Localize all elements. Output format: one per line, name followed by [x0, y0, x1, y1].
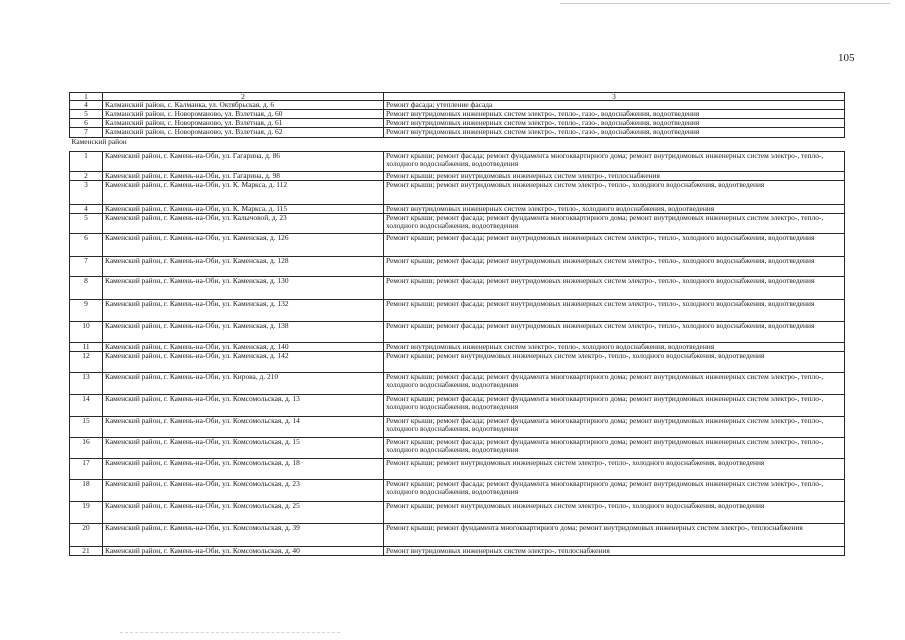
works-cell: Ремонт крыши; ремонт фасада; ремонт внутридомовых инженерных систем электро-, тепло-, холодного водоснабжения, водоотведения	[384, 234, 845, 257]
address-cell: Каменский район, г. Камень-на-Оби, ул. Кирова, д. 210	[103, 373, 384, 395]
row-number-cell: 4	[70, 205, 103, 214]
row-number-cell: 5	[70, 110, 103, 119]
address-cell: Каменский район, г. Камень-на-Оби, ул. Комсомольская, д. 39	[103, 524, 384, 547]
table-row	[70, 352, 845, 373]
row-number-cell: 5	[70, 214, 103, 234]
works-cell: Ремонт крыши; ремонт фундамента многоквартирного дома; ремонт внутридомовых инженерных систем электро-, теплоснабжения	[384, 524, 845, 547]
works-table	[69, 92, 845, 556]
address-cell: Каменский район, г. Камень-на-Оби, ул. Комсомольская, д. 18	[103, 459, 384, 480]
works-cell: Ремонт крыши; ремонт фасада; ремонт внутридомовых инженерных систем электро-, тепло-, холодного водоснабжения, водоотведения	[384, 322, 845, 343]
address-cell: Каменский район, г. Камень-на-Оби, ул. Каменская, д. 126	[103, 234, 384, 257]
row-number-cell: 17	[70, 459, 103, 480]
works-cell: Ремонт внутридомовых инженерных систем электро-, тепло-, холодного водоснабжения, водоотведения	[384, 343, 845, 352]
address-cell: Калманский район, с. Калманка, ул. Октябрьская, д. 6	[103, 101, 384, 110]
scan-artifact-bottom-line	[120, 632, 340, 633]
works-cell: Ремонт внутридомовых инженерных систем электро-, теплоснабжения	[384, 547, 845, 556]
address-cell: Калманский район, с. Новоромановo, ул. Взлетная, д. 62	[103, 128, 384, 138]
row-number-cell: 3	[70, 181, 103, 205]
table-row	[70, 257, 845, 277]
works-cell: Ремонт внутридомовых инженерных систем электро-, тепло-, газо-, водоснабжения, водоотведения	[384, 110, 845, 119]
address-cell: Каменский район, г. Камень-на-Оби, ул. Комсомольская, д. 40	[103, 547, 384, 556]
row-number-cell: 7	[70, 128, 103, 138]
table-row	[70, 172, 845, 181]
row-number-cell: 4	[70, 101, 103, 110]
address-cell: Каменский район, г. Камень-на-Оби, ул. К. Маркса, д. 115	[103, 205, 384, 214]
works-cell: Ремонт внутридомовых инженерных систем электро-, тепло-, газо-, водоснабжения, водоотведения	[384, 128, 845, 138]
row-number-cell: 16	[70, 438, 103, 459]
row-number-cell: 9	[70, 300, 103, 322]
section-heading-kamen-district: Каменский район	[70, 138, 845, 152]
row-number-cell: 15	[70, 417, 103, 438]
row-number-cell: 2	[70, 172, 103, 181]
works-cell: Ремонт внутридомовых инженерных систем электро-, тепло-, холодного водоснабжения, водоотведения	[384, 205, 845, 214]
table-row	[70, 480, 845, 502]
works-cell: Ремонт крыши; ремонт внутридомовых инженерных систем электро-, тепло-, холодного водоснабжения, водоотведения	[384, 502, 845, 524]
works-cell: Ремонт крыши; ремонт фасада; ремонт фундамента многоквартирного дома; ремонт внутридомовых инженерных систем электро-, тепло-, холодного водоснабжения, водоотведения	[384, 438, 845, 459]
address-cell: Каменский район, г. Камень-на-Оби, ул. Комсомольская, д. 25	[103, 502, 384, 524]
table-row	[70, 205, 845, 214]
table-row	[70, 373, 845, 395]
row-number-cell: 18	[70, 480, 103, 502]
works-cell: Ремонт крыши; ремонт внутридомовых инженерных систем электро-, теплоснабжения	[384, 172, 845, 181]
address-cell: Каменский район, г. Камень-на-Оби, ул. К. Маркса, д. 112	[103, 181, 384, 205]
address-cell: Каменский район, г. Камень-на-Оби, ул. Комсомольская, д. 15	[103, 438, 384, 459]
table-row	[70, 277, 845, 300]
row-number-cell: 6	[70, 234, 103, 257]
address-cell: Каменский район, г. Камень-на-Оби, ул. Комсомольская, д. 23	[103, 480, 384, 502]
table-row	[70, 152, 845, 172]
section-row	[70, 138, 845, 152]
works-cell: Ремонт крыши; ремонт фасада; ремонт фундамента многоквартирного дома; ремонт внутридомовых инженерных систем электро-, тепло-, холодного водоснабжения, водоотведения	[384, 480, 845, 502]
scan-artifact-top-line	[560, 3, 890, 4]
row-number-cell: 19	[70, 502, 103, 524]
row-number-cell: 11	[70, 343, 103, 352]
works-cell: Ремонт крыши; ремонт фасада; ремонт фундамента многоквартирного дома; ремонт внутридомовых инженерных систем электро-, тепло-, холодного водоснабжения, водоотведения	[384, 152, 845, 172]
works-cell: Ремонт крыши; ремонт внутридомовых инженерных систем электро-, тепло-, холодного водоснабжения, водоотведения	[384, 352, 845, 373]
table-row	[70, 395, 845, 417]
works-table-body	[70, 93, 845, 556]
table-row	[70, 181, 845, 205]
table-row	[70, 438, 845, 459]
table-row	[70, 214, 845, 234]
table-row	[70, 234, 845, 257]
works-cell: Ремонт крыши; ремонт внутридомовых инженерных систем электро-, тепло-, холодного водоснабжения, водоотведения	[384, 181, 845, 205]
address-cell: Каменский район, г. Камень-на-Оби, ул. Каменская, д. 132	[103, 300, 384, 322]
row-number-cell: 1	[70, 152, 103, 172]
table-row	[70, 101, 845, 110]
works-cell: Ремонт фасада; утепление фасада	[384, 101, 845, 110]
works-cell: Ремонт крыши; ремонт фасада; ремонт фундамента многоквартирного дома; ремонт внутридомовых инженерных систем электро-, тепло-, холодного водоснабжения, водоотведения	[384, 214, 845, 234]
row-number-cell: 14	[70, 395, 103, 417]
table-row	[70, 459, 845, 480]
row-number-cell: 7	[70, 257, 103, 277]
row-number-cell: 6	[70, 119, 103, 128]
works-cell: Ремонт крыши; ремонт фасада; ремонт фундамента многоквартирного дома; ремонт внутридомовых инженерных систем электро-, тепло-, холодного водоснабжения, водоотведения	[384, 417, 845, 438]
row-number-cell: 20	[70, 524, 103, 547]
table-row	[70, 502, 845, 524]
address-cell: Каменский район, г. Камень-на-Оби, ул. Калычовой, д. 23	[103, 214, 384, 234]
works-cell: Ремонт крыши; ремонт фасада; ремонт фундамента многоквартирного дома; ремонт внутридомовых инженерных систем электро-, тепло-, холодного водоснабжения, водоотведения	[384, 395, 845, 417]
address-cell: Каменский район, г. Камень-на-Оби, ул. Каменская, д. 138	[103, 322, 384, 343]
address-cell: Каменский район, г. Камень-на-Оби, ул. Каменская, д. 130	[103, 277, 384, 300]
works-cell: Ремонт крыши; ремонт внутридомовых инженерных систем электро-, тепло-, холодного водоснабжения, водоотведения	[384, 459, 845, 480]
address-cell: Каменский район, г. Камень-на-Оби, ул. Гагарина, д. 98	[103, 172, 384, 181]
table-row	[70, 300, 845, 322]
address-cell: Каменский район, г. Камень-на-Оби, ул. Комсомольская, д. 13	[103, 395, 384, 417]
table-row	[70, 547, 845, 556]
works-cell: Ремонт внутридомовых инженерных систем электро-, тепло-, газо-, водоснабжения, водоотведения	[384, 119, 845, 128]
row-number-cell: 12	[70, 352, 103, 373]
address-cell: Каменский район, г. Камень-на-Оби, ул. Каменская, д. 128	[103, 257, 384, 277]
table-row	[70, 417, 845, 438]
row-number-cell: 21	[70, 547, 103, 556]
works-table-container	[69, 92, 844, 556]
address-cell: Каменский район, г. Камень-на-Оби, ул. Комсомольская, д. 14	[103, 417, 384, 438]
address-cell: Калманский район, с. Новоромановo, ул. Взлетная, д. 61	[103, 119, 384, 128]
page-number: 105	[838, 52, 855, 64]
table-row	[70, 322, 845, 343]
works-cell: Ремонт крыши; ремонт фасада; ремонт внутридомовых инженерных систем электро-, тепло-, холодного водоснабжения, водоотведения	[384, 277, 845, 300]
address-cell: Каменский район, г. Камень-на-Оби, ул. Гагарина, д. 86	[103, 152, 384, 172]
header-cell-works: 3	[384, 93, 845, 101]
table-row	[70, 343, 845, 352]
table-row	[70, 524, 845, 547]
works-cell: Ремонт крыши; ремонт фасада; ремонт фундамента многоквартирного дома; ремонт внутридомовых инженерных систем электро-, тепло-, холодного водоснабжения, водоотведения	[384, 373, 845, 395]
works-cell: Ремонт крыши; ремонт фасада; ремонт внутридомовых инженерных систем электро-, тепло-, холодного водоснабжения, водоотведения	[384, 300, 845, 322]
row-number-cell: 13	[70, 373, 103, 395]
table-row	[70, 110, 845, 119]
header-cell-address: 2	[103, 93, 384, 101]
address-cell: Каменский район, г. Камень-на-Оби, ул. Каменская, д. 142	[103, 352, 384, 373]
table-row	[70, 128, 845, 138]
address-cell: Калманский район, с. Новоромановo, ул. Взлетная, д. 60	[103, 110, 384, 119]
table-row	[70, 119, 845, 128]
works-cell: Ремонт крыши; ремонт фасада; ремонт внутридомовых инженерных систем электро-, тепло-, холодного водоснабжения, водоотведения	[384, 257, 845, 277]
row-number-cell: 8	[70, 277, 103, 300]
row-number-cell: 10	[70, 322, 103, 343]
table-header-row	[70, 93, 845, 101]
header-cell-number: 1	[70, 93, 103, 101]
address-cell: Каменский район, г. Камень-на-Оби, ул. Каменская, д. 140	[103, 343, 384, 352]
